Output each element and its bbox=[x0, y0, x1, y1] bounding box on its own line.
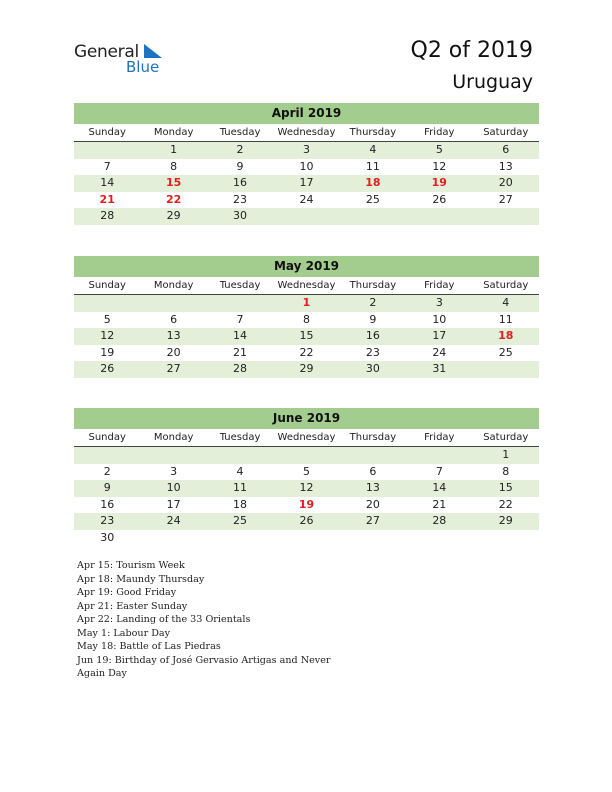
weekday-label: Thursday bbox=[349, 280, 397, 291]
month-title: June 2019 bbox=[74, 408, 539, 429]
day-cell: 4 bbox=[369, 143, 377, 156]
day-cell: 28 bbox=[233, 362, 248, 375]
day-cell: 12 bbox=[299, 481, 314, 494]
week-row bbox=[74, 159, 539, 176]
brand-logo bbox=[74, 42, 174, 78]
day-cell: 3 bbox=[435, 296, 443, 309]
empty-day-cell bbox=[340, 530, 406, 547]
holiday-note: Jun 19: Birthday of José Gervasio Artigas and Never bbox=[77, 654, 331, 666]
day-cell: 23 bbox=[233, 192, 248, 206]
day-cell: 3 bbox=[170, 464, 178, 478]
day-cell: 25 bbox=[233, 514, 248, 527]
day-cell: 15 bbox=[165, 176, 182, 189]
empty-day-cell bbox=[74, 142, 140, 159]
day-cell: 29 bbox=[299, 362, 314, 375]
day-cell: 27 bbox=[498, 192, 513, 206]
day-cell: 11 bbox=[233, 481, 248, 494]
day-cell: 21 bbox=[233, 345, 248, 359]
weekday-label: Tuesday bbox=[219, 432, 261, 443]
empty-day-cell bbox=[340, 447, 406, 464]
day-cell: 13 bbox=[166, 329, 181, 342]
day-cell: 20 bbox=[166, 345, 181, 359]
day-cell: 22 bbox=[299, 345, 314, 359]
day-cell: 7 bbox=[435, 464, 443, 478]
weekday-label: Friday bbox=[424, 127, 455, 138]
empty-day-cell bbox=[473, 530, 539, 547]
weekday-label: Wednesday bbox=[277, 432, 336, 443]
day-cell: 15 bbox=[498, 481, 513, 494]
day-cell: 6 bbox=[170, 312, 178, 326]
empty-day-cell bbox=[273, 447, 339, 464]
empty-day-cell bbox=[473, 208, 539, 225]
day-cell: 8 bbox=[170, 159, 178, 173]
empty-day-cell bbox=[140, 530, 206, 547]
month-april bbox=[74, 103, 539, 225]
weekday-header-row bbox=[74, 429, 539, 447]
holiday-note: Apr 15: Tourism Week bbox=[77, 560, 185, 571]
day-cell: 16 bbox=[233, 176, 248, 189]
holiday-note: May 18: Battle of Las Piedras bbox=[77, 641, 221, 652]
weekday-header-row bbox=[74, 124, 539, 142]
week-row bbox=[74, 497, 539, 514]
day-cell: 1 bbox=[170, 143, 178, 156]
day-cell: 8 bbox=[502, 464, 510, 478]
weekday-label: Sunday bbox=[88, 280, 126, 291]
day-cell: 20 bbox=[365, 497, 380, 511]
day-cell: 3 bbox=[302, 143, 310, 156]
day-cell: 10 bbox=[166, 481, 181, 494]
week-row bbox=[74, 192, 539, 209]
month-may bbox=[74, 256, 539, 378]
weekday-label: Wednesday bbox=[277, 127, 336, 138]
day-cell: 22 bbox=[165, 192, 182, 206]
week-row bbox=[74, 295, 539, 312]
weekday-label: Friday bbox=[424, 432, 455, 443]
empty-day-cell bbox=[140, 447, 206, 464]
day-cell: 13 bbox=[498, 159, 513, 173]
day-cell: 29 bbox=[498, 514, 513, 527]
day-cell: 24 bbox=[166, 514, 181, 527]
day-cell: 30 bbox=[233, 209, 248, 222]
day-cell: 2 bbox=[236, 143, 244, 156]
week-row bbox=[74, 480, 539, 497]
weekday-label: Tuesday bbox=[219, 127, 261, 138]
weekday-label: Tuesday bbox=[219, 280, 261, 291]
month-title: May 2019 bbox=[74, 256, 539, 277]
weekday-label: Friday bbox=[424, 280, 455, 291]
day-cell: 27 bbox=[166, 362, 181, 375]
day-cell: 16 bbox=[100, 497, 115, 511]
day-cell: 6 bbox=[502, 143, 510, 156]
day-cell: 13 bbox=[365, 481, 380, 494]
day-cell: 5 bbox=[302, 464, 310, 478]
day-cell: 26 bbox=[432, 192, 447, 206]
week-row bbox=[74, 208, 539, 225]
day-cell: 5 bbox=[103, 312, 111, 326]
weekday-label: Wednesday bbox=[277, 280, 336, 291]
empty-day-cell bbox=[406, 447, 472, 464]
weekday-label: Thursday bbox=[349, 127, 397, 138]
day-cell: 4 bbox=[236, 464, 244, 478]
day-cell: 14 bbox=[100, 176, 115, 189]
weekday-label: Saturday bbox=[483, 280, 529, 291]
month-title: April 2019 bbox=[74, 103, 539, 124]
empty-day-cell bbox=[140, 295, 206, 312]
holiday-note: Apr 21: Easter Sunday bbox=[77, 600, 188, 612]
page-title: Q2 of 2019 bbox=[410, 38, 533, 63]
day-cell: 4 bbox=[502, 296, 510, 309]
weekday-label: Thursday bbox=[349, 432, 397, 443]
day-cell: 16 bbox=[365, 329, 380, 342]
day-cell: 17 bbox=[432, 329, 447, 342]
day-cell: 30 bbox=[100, 530, 115, 544]
weekday-label: Monday bbox=[153, 127, 194, 138]
day-cell: 7 bbox=[236, 312, 244, 326]
day-cell: 9 bbox=[236, 159, 244, 173]
week-row bbox=[74, 345, 539, 362]
day-cell: 18 bbox=[233, 497, 248, 511]
day-cell: 10 bbox=[299, 159, 314, 173]
holiday-note: May 1: Labour Day bbox=[77, 627, 171, 639]
empty-day-cell bbox=[273, 530, 339, 547]
day-cell: 15 bbox=[299, 329, 314, 342]
week-row bbox=[74, 530, 539, 547]
weekday-label: Monday bbox=[153, 432, 194, 443]
day-cell: 7 bbox=[103, 159, 111, 173]
holiday-note: Apr 22: Landing of the 33 Orientals bbox=[77, 614, 251, 625]
empty-day-cell bbox=[74, 447, 140, 464]
week-row bbox=[74, 464, 539, 481]
day-cell: 25 bbox=[498, 345, 513, 359]
empty-day-cell bbox=[406, 208, 472, 225]
day-cell: 25 bbox=[365, 192, 380, 206]
day-cell: 22 bbox=[498, 497, 513, 511]
day-cell: 9 bbox=[369, 312, 377, 326]
empty-day-cell bbox=[207, 447, 273, 464]
weekday-label: Sunday bbox=[88, 432, 126, 443]
holiday-note: Apr 18: Maundy Thursday bbox=[77, 573, 205, 585]
week-row bbox=[74, 361, 539, 378]
weekday-header-row bbox=[74, 277, 539, 295]
day-cell: 11 bbox=[498, 312, 513, 326]
week-row bbox=[74, 328, 539, 345]
day-cell: 19 bbox=[298, 497, 315, 511]
day-cell: 29 bbox=[166, 209, 181, 222]
weekday-label: Monday bbox=[153, 280, 194, 291]
day-cell: 1 bbox=[302, 296, 311, 309]
week-row bbox=[74, 175, 539, 192]
day-cell: 28 bbox=[432, 514, 447, 527]
day-cell: 10 bbox=[432, 312, 447, 326]
day-cell: 30 bbox=[365, 362, 380, 375]
day-cell: 14 bbox=[432, 481, 447, 494]
day-cell: 12 bbox=[432, 159, 447, 173]
day-cell: 1 bbox=[502, 448, 510, 461]
weekday-label: Saturday bbox=[483, 432, 529, 443]
empty-day-cell bbox=[273, 208, 339, 225]
empty-day-cell bbox=[340, 208, 406, 225]
day-cell: 8 bbox=[302, 312, 310, 326]
day-cell: 5 bbox=[435, 143, 443, 156]
day-cell: 21 bbox=[99, 192, 115, 206]
holiday-note: Apr 19: Good Friday bbox=[77, 587, 177, 598]
logo-general-text: General bbox=[74, 42, 139, 62]
empty-day-cell bbox=[74, 295, 140, 312]
weekday-label: Sunday bbox=[88, 127, 126, 138]
week-row bbox=[74, 142, 539, 159]
empty-day-cell bbox=[207, 295, 273, 312]
day-cell: 12 bbox=[100, 329, 115, 342]
day-cell: 11 bbox=[365, 159, 380, 173]
day-cell: 21 bbox=[432, 497, 447, 511]
day-cell: 2 bbox=[103, 464, 111, 478]
day-cell: 24 bbox=[299, 192, 314, 206]
day-cell: 14 bbox=[233, 329, 248, 342]
day-cell: 27 bbox=[365, 514, 380, 527]
empty-day-cell bbox=[207, 530, 273, 547]
day-cell: 20 bbox=[498, 176, 513, 189]
day-cell: 23 bbox=[100, 514, 115, 527]
holiday-note: Again Day bbox=[77, 668, 127, 679]
day-cell: 19 bbox=[431, 176, 447, 189]
day-cell: 2 bbox=[369, 296, 377, 309]
day-cell: 31 bbox=[432, 362, 447, 375]
empty-day-cell bbox=[406, 530, 472, 547]
day-cell: 19 bbox=[100, 345, 115, 359]
day-cell: 28 bbox=[100, 209, 115, 222]
day-cell: 23 bbox=[365, 345, 380, 359]
day-cell: 18 bbox=[365, 176, 381, 189]
day-cell: 26 bbox=[299, 514, 314, 527]
holiday-notes bbox=[77, 559, 357, 681]
day-cell: 26 bbox=[100, 362, 115, 375]
day-cell: 9 bbox=[103, 481, 111, 494]
country-name: Uruguay bbox=[452, 71, 533, 93]
weekday-label: Saturday bbox=[483, 127, 529, 138]
logo-blue-text: Blue bbox=[126, 58, 160, 76]
day-cell: 17 bbox=[166, 497, 181, 511]
month-june bbox=[74, 408, 539, 546]
day-cell: 6 bbox=[369, 464, 377, 478]
day-cell: 24 bbox=[432, 345, 447, 359]
week-row bbox=[74, 513, 539, 530]
week-row bbox=[74, 447, 539, 464]
day-cell: 17 bbox=[299, 176, 314, 189]
day-cell: 18 bbox=[498, 329, 514, 342]
empty-day-cell bbox=[473, 361, 539, 378]
week-row bbox=[74, 312, 539, 329]
